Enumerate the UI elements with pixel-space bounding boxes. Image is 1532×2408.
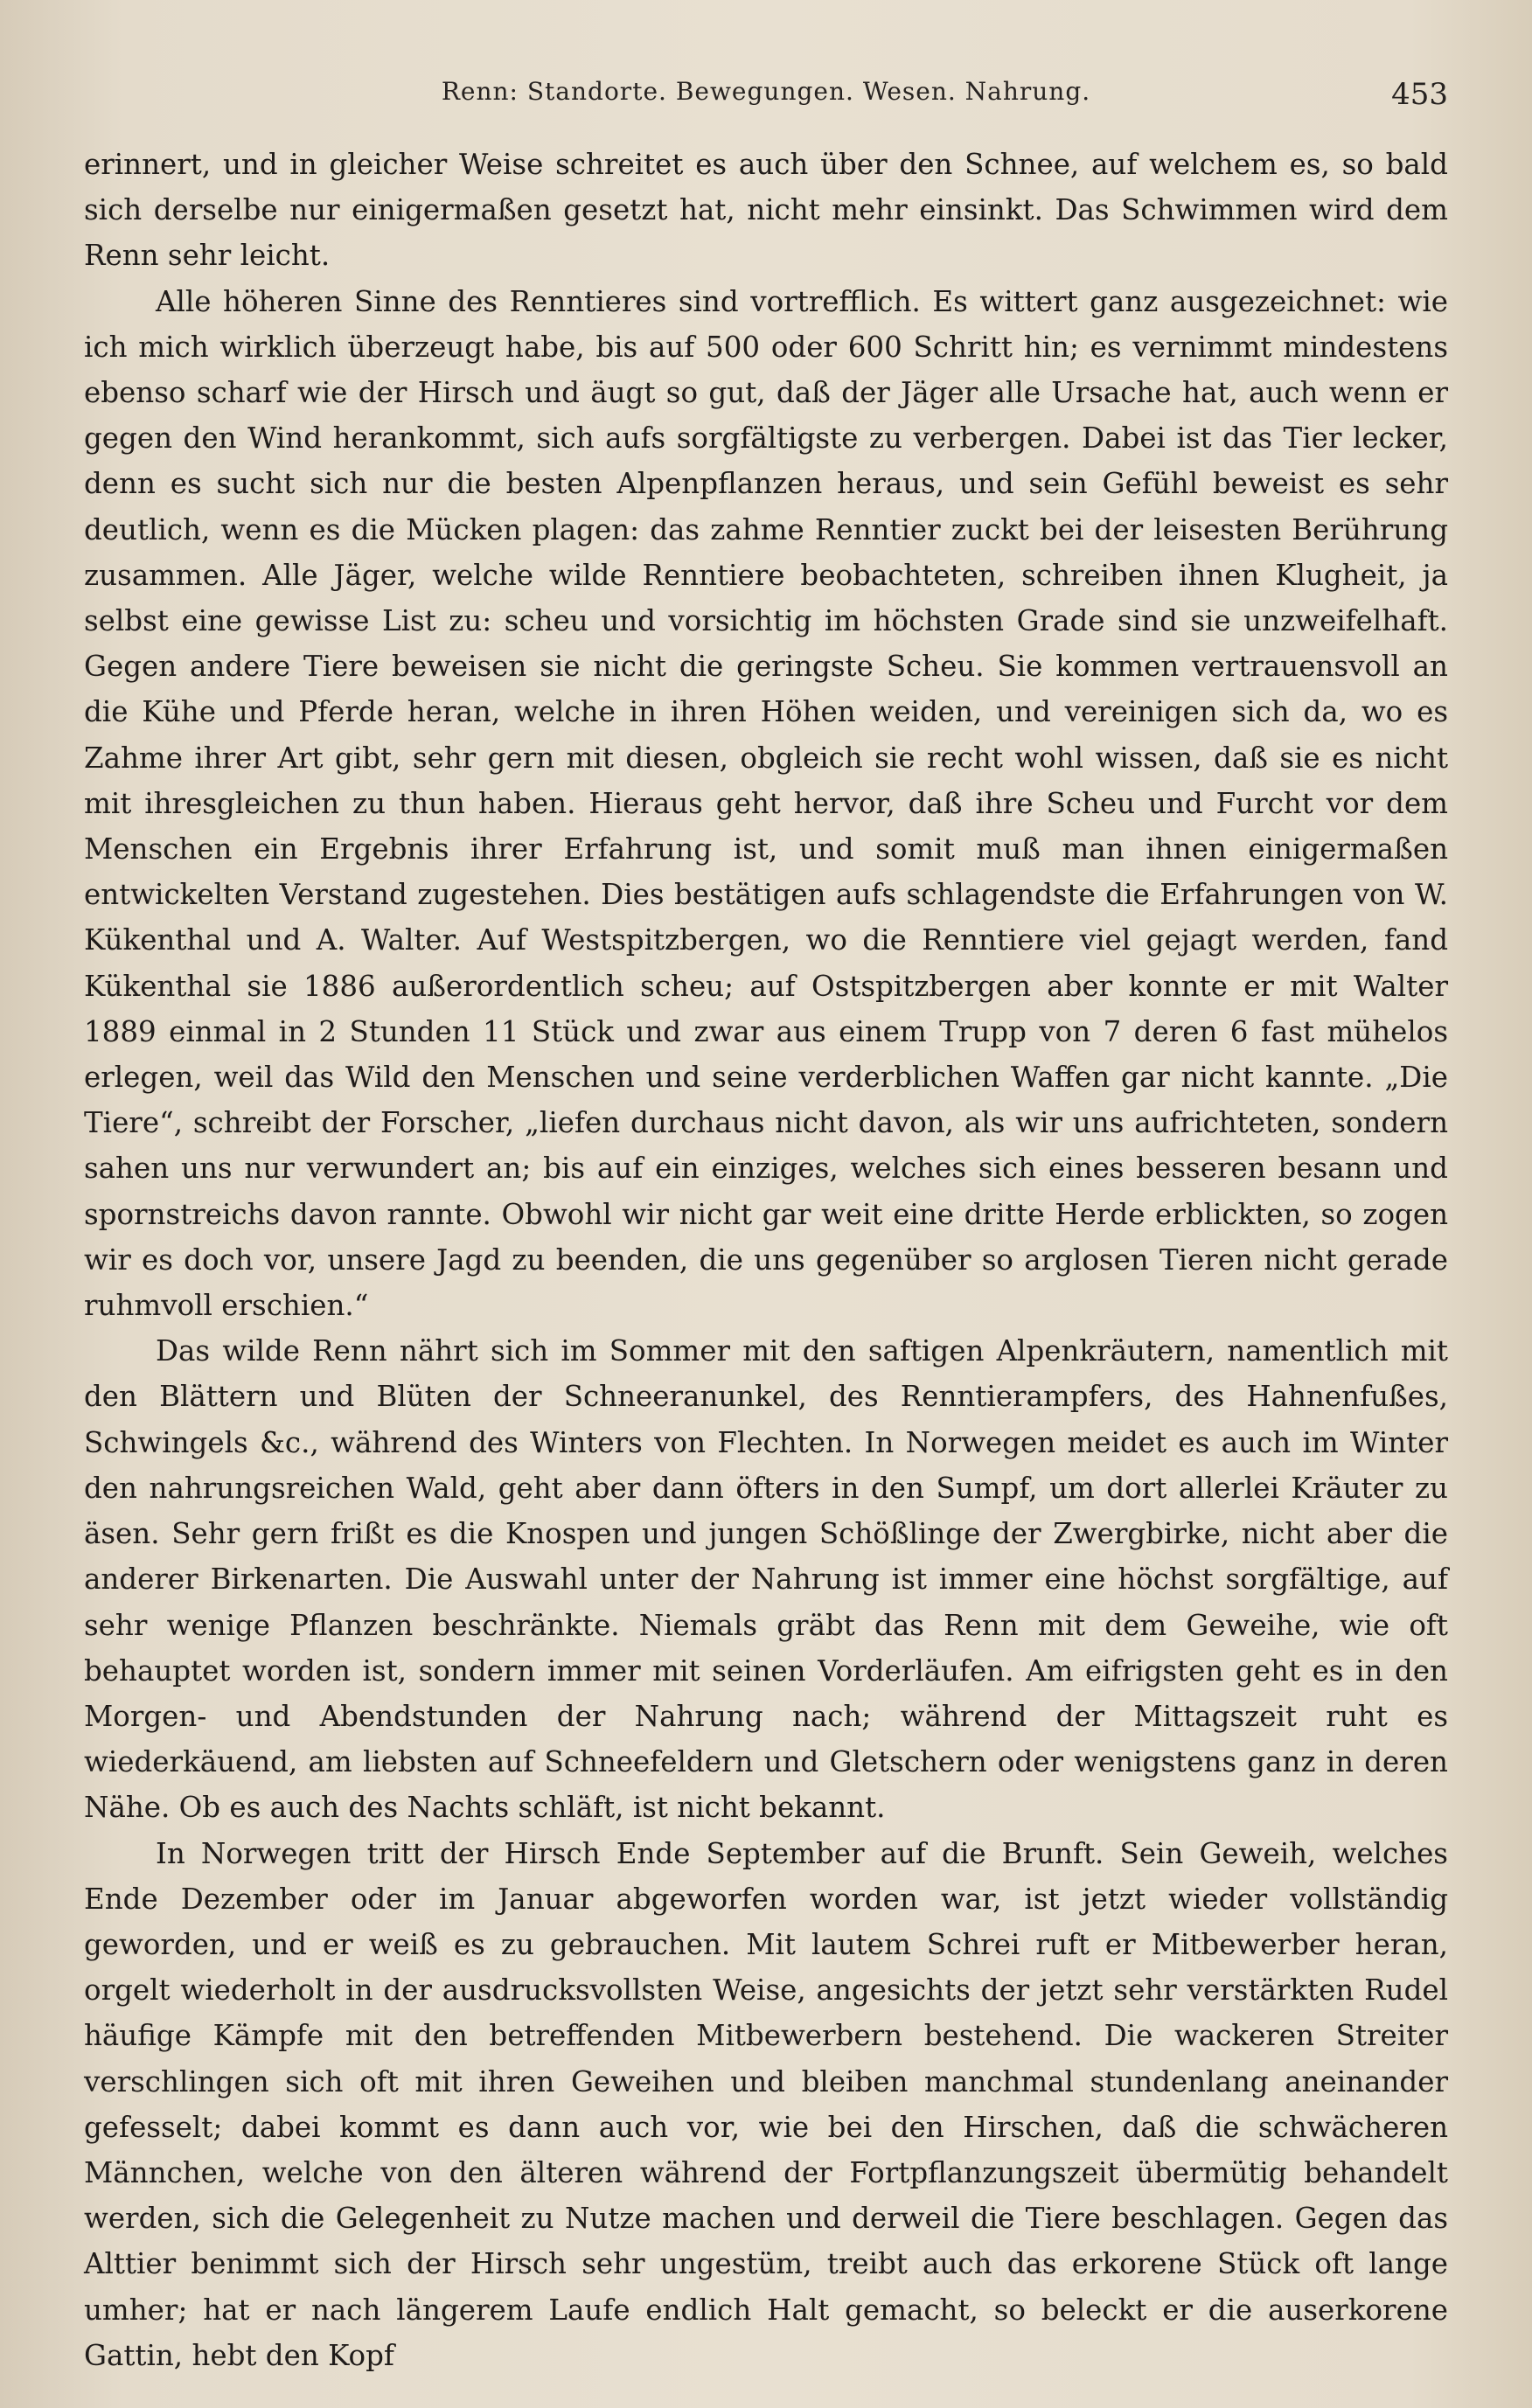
body-text: [84, 142, 1448, 2378]
paragraph: In Norwegen tritt der Hirsch Ende September auf die Brunft. Sein Geweih, welches Ende Dezember oder im Januar abgeworfen worden war, ist jetzt wieder vollständig geworden, und er weiß es zu gebrauchen. Mit lautem Schrei ruft er Mitbewerber heran, orgelt wiederholt in der ausdrucksvollsten Weise, angesichts der jetzt sehr verstärkten Rudel häufige Kämpfe mit den betreffenden Mitbewerbern bestehend. Die wackeren Streiter verschlingen sich oft mit ihren Geweihen und bleiben manchmal stundenlang aneinander gefesselt; dabei kommt es dann auch vor, wie bei den Hirschen, daß die schwächeren Männchen, welche von den älteren während der Fortpflanzungszeit übermütig behandelt werden, sich die Gelegenheit zu Nutze machen und derweil die Tiere beschlagen. Gegen das Alttier benimmt sich der Hirsch sehr ungestüm, treibt auch das erkorene Stück oft lange umher; hat er nach längerem Laufe endlich Halt gemacht, so beleckt er die auserkorene Gattin, hebt den Kopf: [84, 1836, 1448, 2372]
page-number: 453: [1391, 77, 1448, 112]
paragraph: Alle höheren Sinne des Renntieres sind vortrefflich. Es wittert ganz ausgezeichnet: wie ich mich wirklich überzeugt habe, bis auf 500 oder 600 Schritt hin; es vernimmt mindestens ebenso scharf wie der Hirsch und äugt so gut, daß der Jäger alle Ursache hat, auch wenn er gegen den Wind herankommt, sich aufs sorgfältigste zu verbergen. Dabei ist das Tier lecker, denn es sucht sich nur die besten Alpenpflanzen heraus, und sein Gefühl beweist es sehr deutlich, wenn es die Mücken plagen: das zahme Renntier zuckt bei der leisesten Berührung zusammen. Alle Jäger, welche wilde Renntiere beobachteten, schreiben ihnen Klugheit, ja selbst eine gewisse List zu: scheu und vorsichtig im höchsten Grade sind sie unzweifelhaft. Gegen andere Tiere beweisen sie nicht die geringste Scheu. Sie kommen vertrauensvoll an die Kühe und Pferde heran, welche in ihren Höhen weiden, und vereinigen sich da, wo es Zahme ihrer Art gibt, sehr gern mit diesen, obgleich sie recht wohl wissen, daß sie es nicht mit ihresgleichen zu thun haben. Hieraus geht hervor, daß ihre Scheu und Furcht vor dem Menschen ein Ergebnis ihrer Erfahrung ist, und somit muß man ihnen einigermaßen entwickelten Verstand zugestehen. Dies bestätigen aufs schlagendste die Erfahrungen von W. Kükenthal und A. Walter. Auf Westspitzbergen, wo die Renntiere viel gejagt werden, fand Kükenthal sie 1886 außerordentlich scheu; auf Ostspitzbergen aber konnte er mit Walter 1889 einmal in 2 Stunden 11 Stück und zwar aus einem Trupp von 7 deren 6 fast mühelos erlegen, weil das Wild den Menschen und seine verderblichen Waffen gar nicht kannte. „Die Tiere“, schreibt der Forscher, „liefen durchaus nicht davon, als wir uns aufrichteten, sondern sahen uns nur verwundert an; bis auf ein einziges, welches sich eines besseren besann und spornstreichs davon rannte. Obwohl wir nicht gar weit eine dritte Herde erblickten, so zogen wir es doch vor, unsere Jagd zu beenden, die uns gegenüber so arglosen Tieren nicht gerade ruhmvoll erschien.“: [84, 284, 1448, 1323]
running-head: Renn: Standorte. Bewegungen. Wesen. Nahrung.: [441, 77, 1091, 106]
page-header: [84, 77, 1448, 124]
paragraph: Das wilde Renn nährt sich im Sommer mit den saftigen Alpenkräutern, namentlich mit den Blättern und Blüten der Schneeranunkel, des Renntierampfers, des Hahnenfußes, Schwingels &c., während des Winters von Flechten. In Norwegen meidet es auch im Winter den nahrungsreichen Wald, geht aber dann öfters in den Sumpf, um dort allerlei Kräuter zu äsen. Sehr gern frißt es die Knospen und jungen Schößlinge der Zwergbirke, nicht aber die anderer Birkenarten. Die Auswahl unter der Nahrung ist immer eine höchst sorgfältige, auf sehr wenige Pflanzen beschränkte. Niemals gräbt das Renn mit dem Geweihe, wie oft behauptet worden ist, sondern immer mit seinen Vorderläufen. Am eifrigsten geht es in den Morgen- und Abendstunden der Nahrung nach; während der Mittagszeit ruht es wiederkäuend, am liebsten auf Schneefeldern und Gletschern oder wenigstens ganz in deren Nähe. Ob es auch des Nachts schläft, ist nicht bekannt.: [84, 1334, 1448, 1825]
paragraph: erinnert, und in gleicher Weise schreitet es auch über den Schnee, auf welchem es, so bald sich derselbe nur einigermaßen gesetzt hat, nicht mehr einsinkt. Das Schwimmen wird dem Renn sehr leicht.: [84, 148, 1448, 273]
